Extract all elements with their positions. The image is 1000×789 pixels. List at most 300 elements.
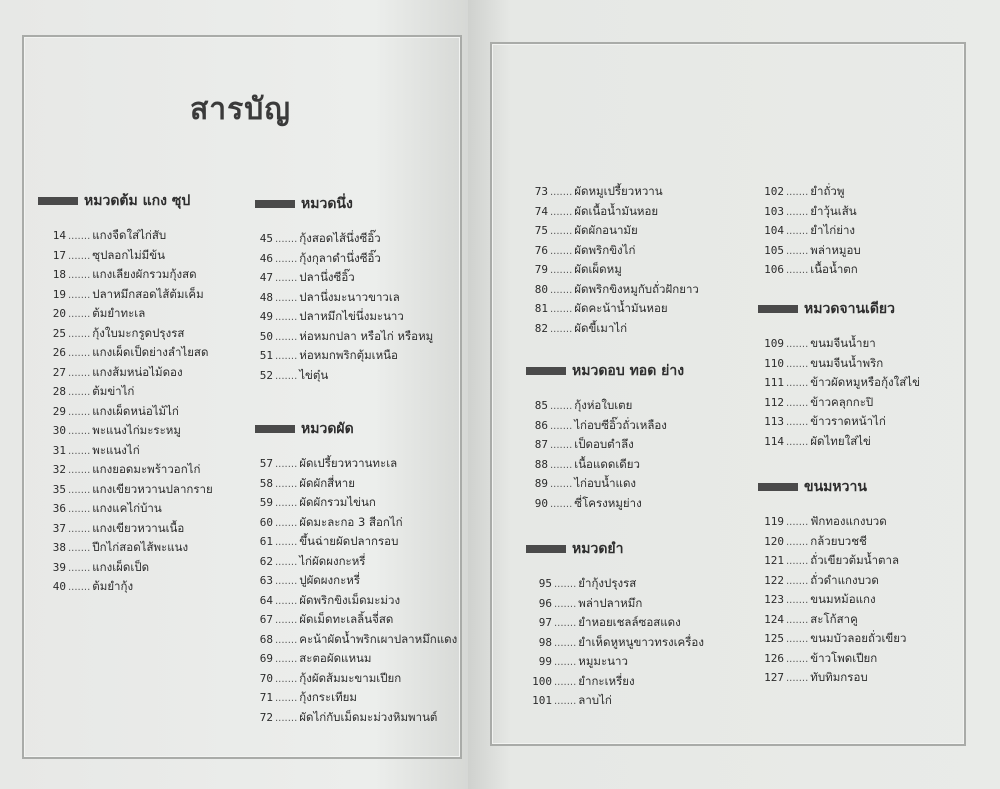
page-number: 109 [764,337,784,350]
leader-dots: ....... [68,250,91,262]
leader-dots: ....... [786,206,809,218]
toc-entry [526,396,684,416]
page-number: 90 [534,496,548,510]
page-number: 127 [764,671,784,684]
leader-dots: ....... [550,498,573,510]
section-heading-text: หมวดผัด [301,421,354,437]
toc-entry [758,221,861,241]
recipe-name: ปลาหมึกไข่นึ่งมะนาว [299,309,404,323]
recipe-name: ปูผัดผงกะหรี่ [299,573,361,587]
recipe-name: ขนมบัวลอยถั่วเขียว [810,631,907,645]
page-number: 79 [534,263,548,276]
leader-dots: ....... [68,582,91,593]
leader-dots: ....... [786,245,809,257]
leader-dots: ....... [550,304,573,315]
recipe-name: แกงเผ็ดเป็ดย่างลำไยสด [92,345,209,359]
recipe-name: เนื้อแดดเดียว [574,456,640,471]
page-number: 60 [259,515,273,529]
toc-entry [255,591,457,611]
leader-dots: ....... [550,440,573,451]
leader-dots: ....... [550,459,573,471]
leader-dots: ....... [550,401,573,412]
toc-entry [758,432,920,452]
recipe-name: กุ้งผัดส้มมะขามเปียก [299,670,402,685]
leader-dots: ....... [68,445,91,457]
toc-entry [38,577,213,597]
recipe-name: แกงเลียงผักรวมกุ้งสด [92,267,197,281]
recipe-name: พะแนงไก่ [92,442,140,457]
leader-dots: ....... [786,339,809,350]
recipe-name: หมูมะนาว [578,654,628,668]
page-number: 26 [52,346,66,359]
toc-entry [38,480,213,500]
page-number: 88 [534,457,548,471]
toc-entry [758,649,906,669]
section-steamed [255,193,433,385]
section-heading-text: หมวดจานเดียว [804,301,895,317]
leader-dots: ....... [275,370,298,382]
heading-bar [38,197,78,205]
recipe-name: ยำไก่ย่าง [810,223,856,237]
leader-dots: ....... [550,187,573,198]
page-number: 18 [52,268,66,281]
page-number: 89 [534,477,548,490]
leader-dots: ....... [68,309,91,320]
recipe-name: ยำหอยเชลล์ซอสแดง [578,615,681,629]
leader-dots: ....... [554,657,577,668]
page-number: 103 [764,204,784,218]
section-stirfry-cont [526,182,699,338]
toc-entry [38,363,213,383]
section-heading [758,476,906,498]
toc-entry [526,633,704,653]
toc-entry [526,202,699,222]
recipe-name: ข้าวโพดเปียก [810,650,878,665]
recipe-name: ผัดเนื้อน้ำมันหอย [574,203,659,218]
recipe-name: ต้มยำกุ้ง [92,579,134,593]
page-number: 48 [259,290,273,304]
leader-dots: ....... [68,426,91,437]
toc-entry [526,691,704,711]
recipe-name: ไก่ผัดผงกะหรี่ [299,553,366,568]
recipe-name: ไก่อบน้ำแดง [574,476,637,490]
recipe-name: ผัดพริกขิงเม็ดมะม่วง [299,592,401,607]
recipe-name: ผัดเม็ดทะเลลิ้นจี่สด [299,612,394,626]
page-number: 76 [534,243,548,257]
recipe-name: ขนมหม้อแกง [810,592,876,606]
toc-entry [526,672,704,692]
section-heading [38,190,213,212]
leader-dots: ....... [550,226,573,237]
recipe-name: ผัดเผ็ดหมู [574,262,622,276]
recipe-name: กุ้งกุลาดำนึ่งซีอิ๊ว [299,250,381,265]
page-number: 124 [764,612,784,626]
page-number: 87 [534,438,548,451]
section-baked [526,360,684,513]
leader-dots: ....... [275,459,298,470]
toc-entry [255,688,457,708]
page-number: 28 [52,385,66,398]
leader-dots: ....... [68,406,91,418]
page-number: 96 [538,596,552,610]
section-soup [38,190,213,597]
recipe-name: ซุปลอกไม่มีข้น [92,247,165,262]
recipe-name: ปลาหมึกสอดไส้ต้มเค็ม [92,286,204,301]
leader-dots: ....... [550,323,573,335]
toc-entry [758,551,906,571]
toc-entry [758,182,861,202]
recipe-name: เป็ดอบตำลึง [574,437,634,451]
page-number: 71 [259,691,273,704]
toc-entry [38,519,213,539]
recipe-name: ผัดผักรวมไข่นก [299,495,376,509]
page-number: 19 [52,287,66,301]
toc-entry [255,474,457,494]
leader-dots: ....... [554,579,577,590]
leader-dots: ....... [275,595,298,607]
entry-list [758,182,861,280]
leader-dots: ....... [554,598,577,610]
toc-entry [38,499,213,519]
toc-entry [255,649,457,669]
page-number: 112 [764,395,784,409]
leader-dots: ....... [786,673,809,684]
toc-entry [526,613,704,633]
leader-dots: ....... [275,312,298,323]
leader-dots: ....... [786,595,809,606]
page-number: 58 [259,476,273,490]
toc-entry [255,268,433,288]
toc-entry [255,454,457,474]
heading-bar [526,545,566,553]
section-heading [758,298,920,320]
section-dessert [758,476,906,688]
recipe-name: ผัดคะน้าน้ำมันหอย [574,301,668,315]
leader-dots: ....... [786,517,809,528]
recipe-name: ขึ้นฉ่ายผัดปลากรอบ [299,534,399,548]
page-number: 100 [532,674,552,688]
page-number: 39 [52,560,66,574]
leader-dots: ....... [275,537,298,548]
page-number: 32 [52,463,66,476]
entry-list [255,229,433,385]
leader-dots: ....... [275,517,298,529]
toc-entry [758,590,906,610]
toc-entry [255,571,457,591]
entry-list [255,454,457,727]
page-number: 68 [259,632,273,646]
page-number: 104 [764,224,784,237]
leader-dots: ....... [68,543,91,554]
recipe-name: ต้มยำทะเล [92,306,146,320]
leader-dots: ....... [275,234,298,245]
toc-entry [758,334,920,354]
recipe-name: ไก่อบซีอิ๊วถั่วเหลือง [574,417,667,432]
recipe-name: ปลานึ่งมะนาวขาวเล [299,289,400,304]
leader-dots: ....... [68,328,91,340]
page-number: 46 [259,251,273,265]
leader-dots: ....... [786,226,809,237]
toc-entry [758,354,920,374]
page-number: 81 [534,302,548,315]
leader-dots: ....... [786,556,809,567]
toc-entry [38,285,213,305]
heading-bar [255,425,295,433]
leader-dots: ....... [68,562,91,574]
recipe-name: ผัดผักสี่หาย [299,475,355,490]
page-number: 111 [764,376,784,389]
toc-entry [526,594,704,614]
leader-dots: ....... [786,397,809,409]
section-single-dish [758,298,920,451]
section-salad-cont [758,182,861,280]
toc-entry [758,373,920,393]
leader-dots: ....... [68,289,91,301]
leader-dots: ....... [275,634,298,646]
recipe-name: ซี่โครงหมูย่าง [574,495,642,510]
left-page [0,0,468,789]
page-number: 30 [52,424,66,437]
toc-entry [526,182,699,202]
toc-entry [758,260,861,280]
page-number: 99 [538,655,552,668]
recipe-name: ข้าวราดหน้าไก่ [810,414,886,428]
toc-entry [255,327,433,347]
recipe-name: ถั่วเขียวต้มน้ำตาล [810,553,900,567]
leader-dots: ....... [68,504,91,515]
page-number: 61 [259,535,273,548]
leader-dots: ....... [68,270,91,281]
page-number: 126 [764,651,784,665]
recipe-name: สะตอผัดแหนม [299,651,372,665]
page-number: 97 [538,616,552,629]
recipe-name: เนื้อน้ำตก [810,262,858,276]
page-number: 17 [52,248,66,262]
toc-entry [38,441,213,461]
section-heading [255,418,457,440]
toc-entry [38,558,213,578]
entry-list [526,574,704,711]
leader-dots: ....... [554,696,577,707]
leader-dots: ....... [786,187,809,198]
recipe-name: ข้าวผัดหมูหรือกุ้งใส่ไข่ [810,375,920,389]
right-page [468,0,1000,789]
recipe-name: ยำถั่วพู [810,184,845,198]
page-number: 122 [764,573,784,587]
leader-dots: ....... [786,653,809,665]
recipe-name: ผัดไทยใส่ไข่ [810,433,871,448]
leader-dots: ....... [275,693,298,704]
toc-entry [38,421,213,441]
toc-entry [38,382,213,402]
leader-dots: ....... [68,465,91,476]
page-number: 74 [534,204,548,218]
page-number: 38 [52,541,66,554]
leader-dots: ....... [275,576,298,587]
toc-entry [526,574,704,594]
leader-dots: ....... [275,712,298,724]
recipe-name: สะโก้สาคู [810,611,858,626]
toc-entry [526,299,699,319]
leader-dots: ....... [786,575,809,587]
leader-dots: ....... [275,331,298,343]
leader-dots: ....... [68,367,91,379]
toc-entry [758,629,906,649]
page-number: 82 [534,321,548,335]
page-number: 86 [534,418,548,432]
toc-entry [38,265,213,285]
toc-entry [38,246,213,266]
leader-dots: ....... [786,358,809,370]
toc-entry [758,610,906,630]
page-number: 110 [764,356,784,370]
section-heading-text: หมวดยำ [572,541,624,557]
recipe-name: คะน้าผัดน้ำพริกเผาปลาหมึกแดง [299,631,458,646]
leader-dots: ....... [275,673,298,685]
page-number: 27 [52,365,66,379]
recipe-name: ลาบไก่ [578,693,612,707]
page-number: 114 [764,434,784,448]
toc-entry [526,494,684,514]
leader-dots: ....... [550,265,573,276]
section-heading-text: หมวดนึ่ง [301,196,353,212]
page-number: 70 [259,671,273,685]
recipe-name: ผัดขี้เมาไก่ [574,320,628,335]
toc-entry [255,288,433,308]
page-number: 37 [52,521,66,535]
toc-entry [255,366,433,386]
section-heading [526,538,704,560]
recipe-name: ไข่ตุ๋น [299,367,329,382]
recipe-name: ยำวุ้นเส้น [810,203,857,218]
toc-entry [255,346,433,366]
recipe-name: แกงเขียวหวานเนื้อ [92,520,185,535]
recipe-name: แกงยอดมะพร้าวอกไก่ [92,462,201,476]
recipe-name: ขนมจีนน้ำยา [810,336,876,350]
recipe-name: แกงเผ็ดเป็ด [92,559,150,574]
toc-entry [38,304,213,324]
page-number: 14 [52,229,66,242]
recipe-name: ยำกุ้งปรุงรส [578,576,637,590]
page-number: 102 [764,185,784,198]
leader-dots: ....... [786,378,809,389]
page-number: 64 [259,593,273,607]
recipe-name: ทับทิมกรอบ [810,670,868,684]
page-number: 113 [764,415,784,428]
page-number: 63 [259,574,273,587]
entry-list [758,512,906,688]
heading-bar [758,483,798,491]
page-number: 59 [259,496,273,509]
page-number: 72 [259,710,273,724]
page-number: 120 [764,534,784,548]
page-number: 35 [52,482,66,496]
page-number: 119 [764,515,784,528]
toc-entry [255,307,433,327]
toc-entry [758,241,861,261]
section-heading-text: หมวดต้ม แกง ซุป [84,193,191,209]
leader-dots: ....... [786,436,809,448]
page-number: 121 [764,554,784,567]
heading-bar [526,367,566,375]
toc-entry [526,435,684,455]
recipe-name: แกงจืดใส่ไก่สับ [92,228,167,242]
toc-entry [758,668,906,688]
recipe-name: ถั่วดำแกงบวด [810,572,879,587]
recipe-name: กุ้งใบมะกรูดปรุงรส [92,325,185,340]
recipe-name: ผัดพริกขิงหมูกับถั่วฝักยาว [574,281,699,296]
leader-dots: ....... [550,420,573,432]
entry-list [38,226,213,597]
page-number: 57 [259,457,273,470]
recipe-name: กล้วยบวชชี [810,533,867,548]
leader-dots: ....... [786,417,809,428]
toc-entry [758,412,920,432]
toc-entry [38,538,213,558]
recipe-name: ปลานึ่งซีอิ๊ว [299,270,355,284]
recipe-name: ยำกะเหรี่ยง [578,673,635,688]
page-number: 29 [52,404,66,418]
recipe-name: ปีกไก่สอดไส้พะแนง [92,540,189,554]
toc-entry [38,226,213,246]
toc-entry [38,460,213,480]
toc-entry [526,260,699,280]
leader-dots: ....... [786,614,809,626]
toc-entry [758,532,906,552]
toc-entry [526,221,699,241]
toc-entry [38,343,213,363]
page-number: 101 [532,694,552,707]
recipe-name: แกงส้มหน่อไม้ดอง [92,364,183,379]
leader-dots: ....... [275,253,298,265]
leader-dots: ....... [275,478,298,490]
toc-entry [38,402,213,422]
recipe-name: ข้าวคลุกกะปิ [810,394,874,409]
toc-entry [38,324,213,344]
toc-entry [255,610,457,630]
page-number: 85 [534,399,548,412]
toc-entry [526,319,699,339]
leader-dots: ....... [554,618,577,629]
page-number: 69 [259,652,273,665]
toc-entry [526,241,699,261]
toc-entry [758,202,861,222]
recipe-name: ขนมจีนน้ำพริก [810,355,884,370]
toc-entry [255,229,433,249]
page-number: 20 [52,307,66,320]
page-number: 50 [259,329,273,343]
recipe-name: ผัดเปรี้ยวหวานทะเล [299,456,398,470]
toc-entry [255,630,457,650]
heading-bar [758,305,798,313]
leader-dots: ....... [275,615,298,626]
toc-entry [758,393,920,413]
page-number: 73 [534,185,548,198]
toc-entry [255,513,457,533]
page-number: 52 [259,368,273,382]
page-number: 36 [52,502,66,515]
leader-dots: ....... [554,637,577,649]
section-heading [526,360,684,382]
leader-dots: ....... [68,387,91,398]
entry-list [526,396,684,513]
page-number: 67 [259,613,273,626]
page-number: 45 [259,232,273,245]
entry-list [526,182,699,338]
toc-entry [255,493,457,513]
recipe-name: ต้มข่าไก่ [92,384,135,398]
recipe-name: กุ้งสอดไส้นึ่งซีอิ๊ว [299,231,381,245]
